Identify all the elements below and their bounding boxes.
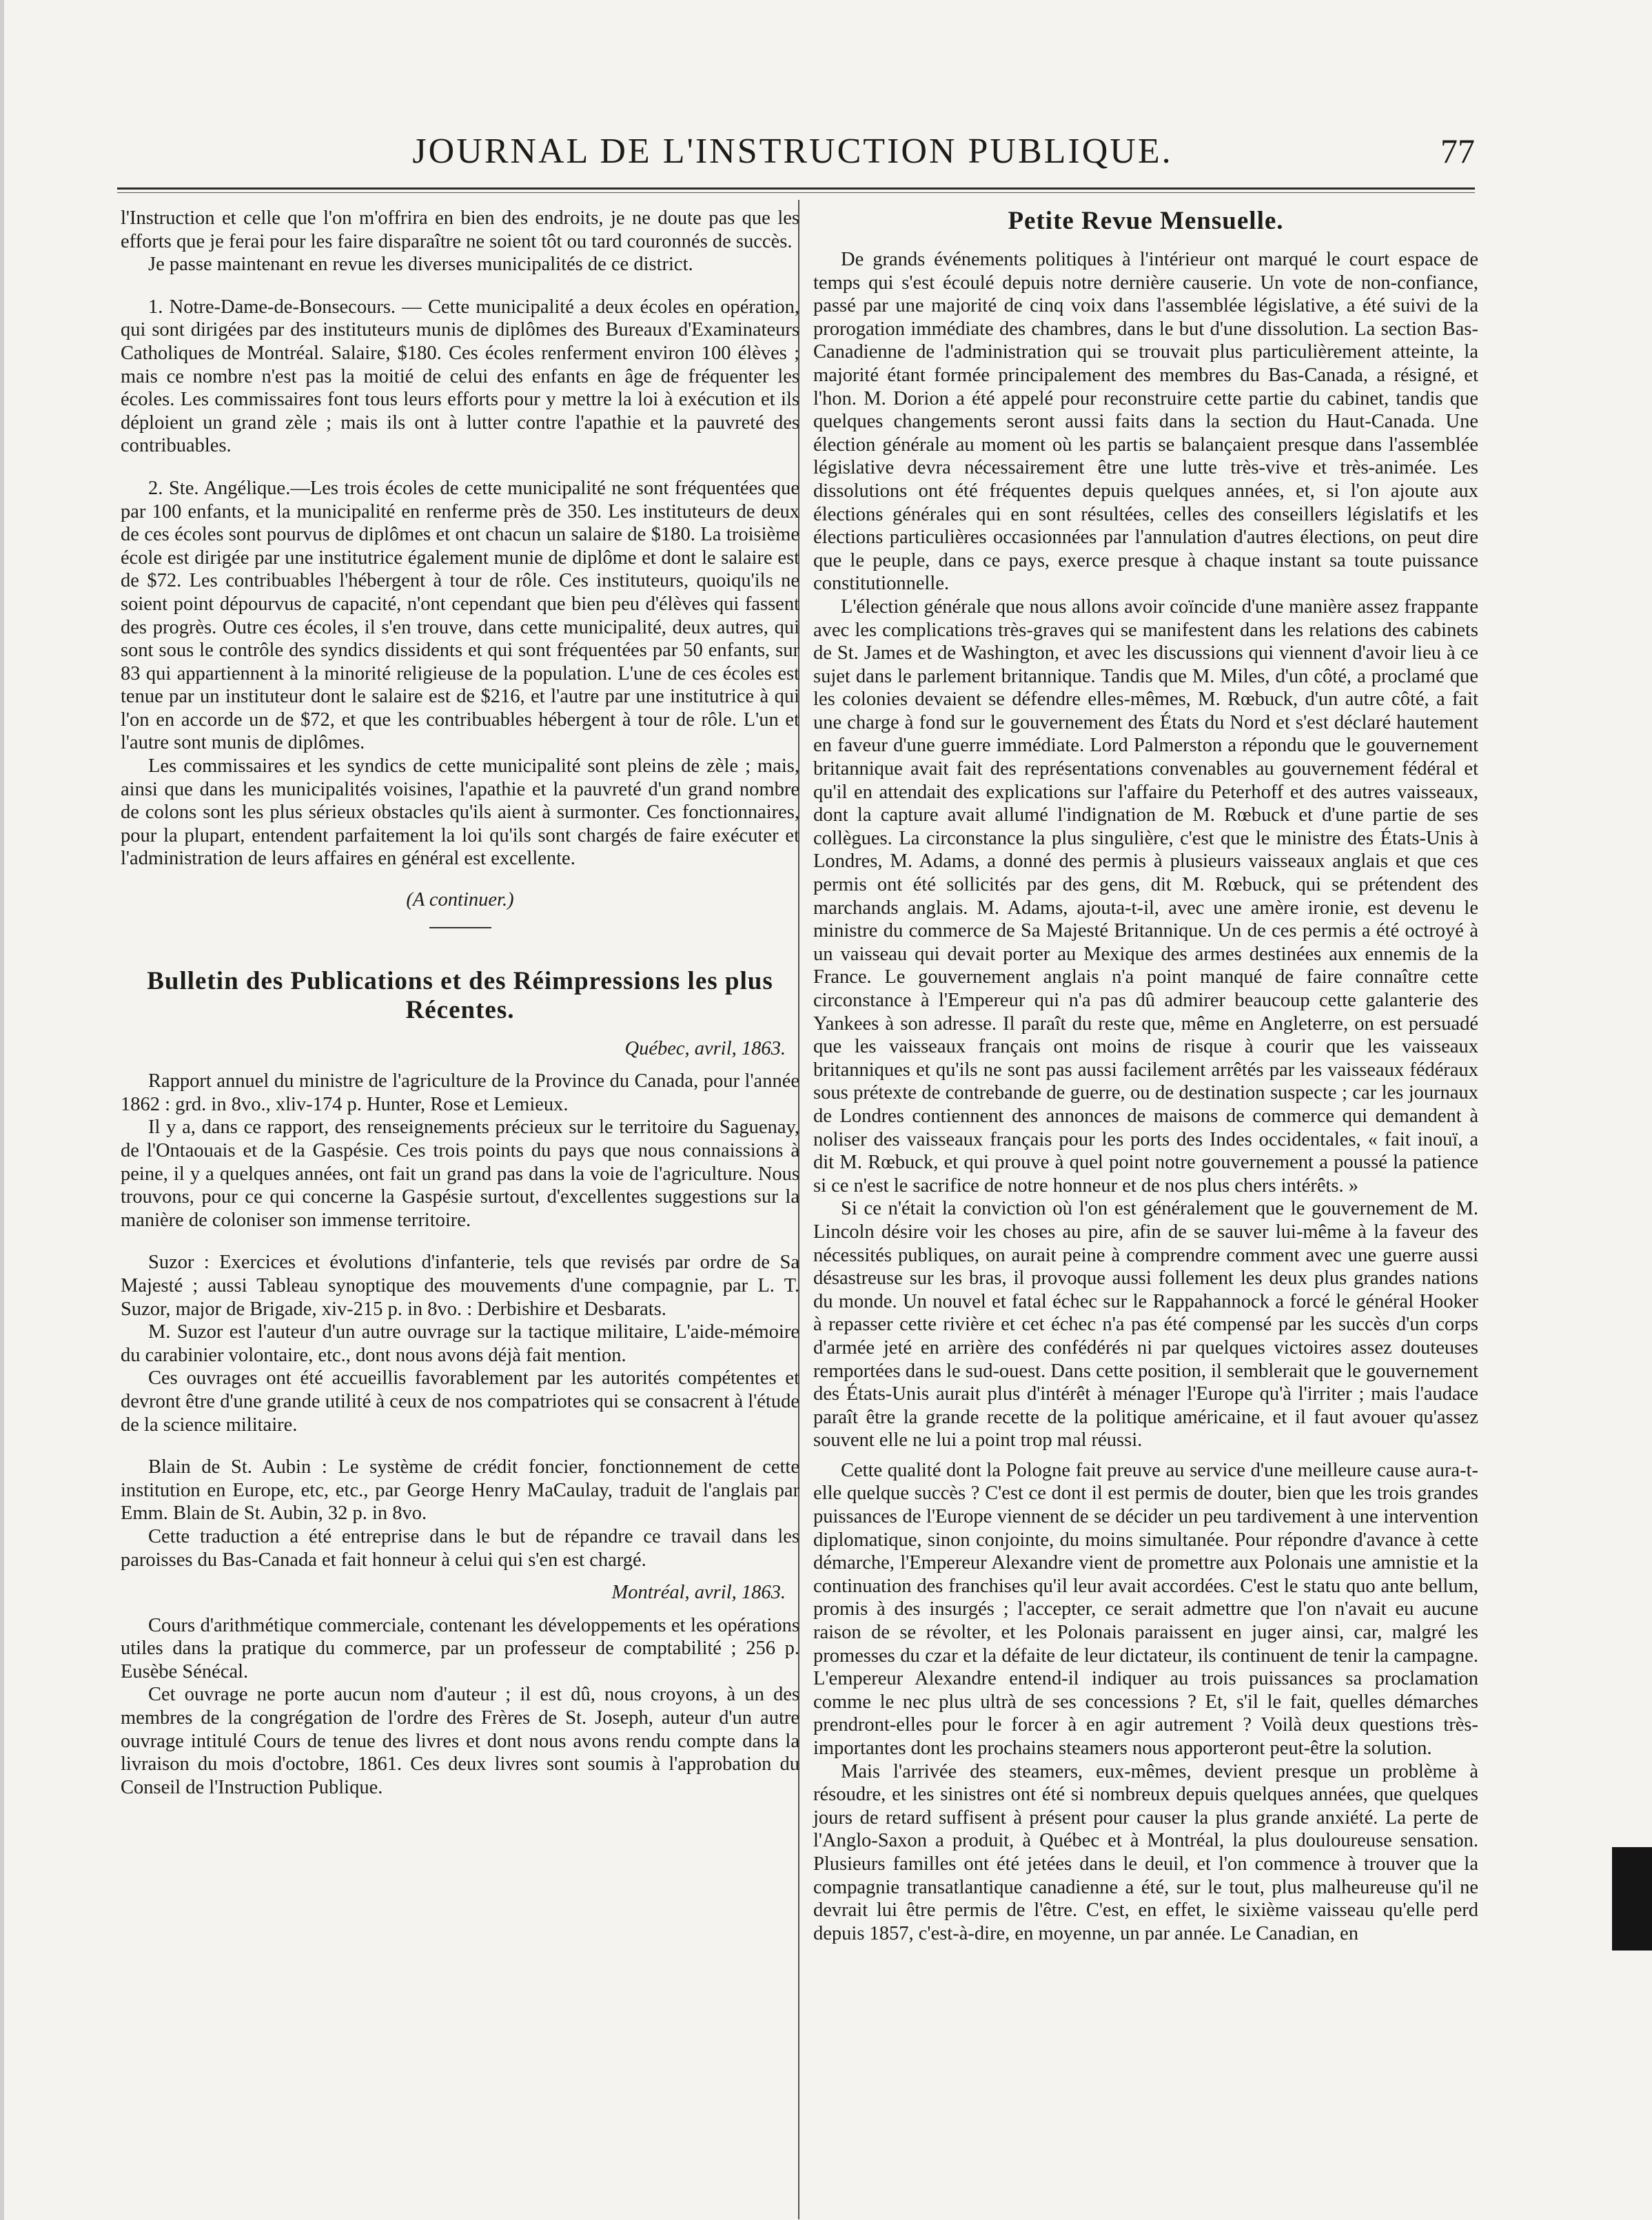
paragraph: Les commissaires et les syndics de cette municipalité sont pleins de zèle ; mais, ainsi que dans les municipalités voisines, l'apathie et la pauvreté d'un grand nombre de colons sont les plus sérieux obstacles qu'ils aient à surmonter. Ces fonctionnaires, pour la plupart, entendent parfaitement la loi qu'ils sont chargés de faire exécuter et l'administration de leurs affaires en général est excellente.	[121, 755, 799, 870]
paragraph: Cette qualité dont la Pologne fait preuve au service d'une meilleure cause aura-t-elle quelque succès ? C'est ce dont il est permis de douter, bien que les trois grandes puissances de l'Europe viennent de se décider un peu tardivement à une intervention diplomatique, sinon conjointe, du moins simultanée. Pour répondre d'avance à cette démarche, l'Empereur Alexandre vient de promettre aux Polonais une amnistie et la continuation des franchises qu'il leur avait accordées. C'est le statu quo ante bellum, promis à des insurgés ; l'accepter, ce serait admettre que l'on n'avait eu aucune raison de se révolter, et les Polonais paraissent en juger ainsi, car, malgré les promesses du czar et la défaite de leur dictateur, ils continuent de tenir la campagne. L'empereur Alexandre entend-il indiquer au trois puissances sa proclamation comme le nec plus ultrà de ses concessions ? Et, s'il le fait, quelles démarches prendront-elles pour le forcer à en agir autrement ? Voilà deux questions très-importantes dont les prochains steamers nous apporteront peut-être la solution.	[813, 1459, 1478, 1759]
paragraph: Il y a, dans ce rapport, des renseignements précieux sur le territoire du Saguenay, de l'Ontaouais et de la Gaspésie. Ces trois points du pays que nous connaissions à peine, il y a quelques années, ont fait un grand pas dans la voie de l'agriculture. Nous trouvons, pour ce qui concerne la Gaspésie surtout, d'excellentes suggestions sur la manière de coloniser son immense territoire.	[121, 1117, 799, 1231]
paragraph: 1. Notre-Dame-de-Bonsecours. — Cette municipalité a deux écoles en opération, qui sont dirigées par des instituteurs munis de diplômes des Bureaux d'Examinateurs Catholiques de Montréal. Salaire, $180. Ces écoles renferment environ 100 élèves ; mais ce nombre n'est pas la moitié de celui des enfants en âge de fréquenter les écoles. Les commissaires font tous leurs efforts pour y mettre la loi à exécution et ils déploient un grand zèle ; mais ils ont à lutter contre l'apathie et la pauvreté des contribuables.	[121, 296, 799, 457]
paragraph: Rapport annuel du ministre de l'agriculture de la Province du Canada, pour l'année 1862 : grd. in 8vo., xliv-174 p. Hunter, Rose et Lemieux.	[121, 1070, 799, 1115]
paragraph: Cours d'arithmétique commerciale, contenant les développements et les opérations utiles dans la pratique du commerce, par un professeur de comptabilité ; 256 p. Eusèbe Sénécal.	[121, 1614, 799, 1682]
paragraph: Je passe maintenant en revue les diverses municipalités de ce district.	[148, 254, 693, 276]
paragraph: Cette traduction a été entreprise dans le but de répandre ce travail dans les paroisses du Bas-Canada et fait honneur à celui qui s'en est chargé.	[121, 1525, 799, 1571]
paragraph: Blain de St. Aubin : Le système de crédit foncier, fonctionnement de cette institution en Europe, etc, etc., par George Henry MaCaulay, traduit de l'anglais par Emm. Blain de St. Aubin, 32 p. in 8vo.	[121, 1456, 799, 1525]
bulletin-heading: Bulletin des Publications et des Réimpressions les plus Récentes.	[147, 966, 773, 1024]
paragraph: Ces ouvrages ont été accueillis favorablement par les autorités compétentes et devront être d'une grande utilité à ceux de nos compatriotes qui se consacrent à l'étude de la science militaire.	[121, 1367, 799, 1436]
journal-title: JOURNAL DE L'INSTRUCTION PUBLIQUE.	[412, 132, 1173, 171]
dateline: Québec, avril, 1863.	[624, 1037, 786, 1059]
paragraph: 2. Ste. Angélique.—Les trois écoles de cette municipalité ne sont fréquentées que par 100 enfants, et la municipalité en renferme près de 350. Les instituteurs de deux de ces écoles sont pourvus de diplômes et ont chacun un salaire de $180. La troisième école est dirigée par une institutrice également munie de diplôme et dont le salaire est de $72. Les contribuables l'hébergent à tour de rôle. Ces instituteurs, quoiqu'ils ne soient point dépourvus de capacité, n'ont cependant que bien peu d'élèves qui fassent des progrès. Outre ces écoles, il s'en trouve, dans cette municipalité, deux autres, qui sont sous le contrôle des syndics dissidents et qui sont fréquentées par 50 enfants, sur 83 qui appartiennent à la minorité religieuse de la population. L'une de ces écoles est tenue par un instituteur dont le salaire est de $216, et l'autre par une institutrice à qui l'on en accorde un de $72, et que les contribuables hébergent à tour de rôle. L'un et l'autre sont munis de diplômes.	[121, 477, 799, 754]
paragraph: Cet ouvrage ne porte aucun nom d'auteur ; il est dû, nous croyons, à un des membres de la congrégation de l'ordre des Frères de St. Joseph, auteur d'un autre ouvrage intitulé Cours de tenue des livres et dont nous avons rendu compte dans la livraison du mois d'octobre, 1861. Ces deux livres sont soumis à l'approbation du Conseil de l'Instruction Publique.	[121, 1684, 799, 1798]
dateline: Montréal, avril, 1863.	[611, 1582, 786, 1604]
paragraph: l'Instruction et celle que l'on m'offrira en bien des endroits, je ne doute pas que les efforts que je ferai pour les faire disparaître ne soient tôt ou tard couronnés de succès.	[121, 207, 799, 252]
continuation-note: (A continuer.)	[406, 889, 514, 911]
separator	[429, 927, 491, 928]
paragraph: Suzor : Exercices et évolutions d'infanterie, tels que revisés par ordre de Sa Majesté ; aussi Tableau synoptique des mouvements d'une compagnie, par L. T. Suzor, major de Brigade, xiv-215 p. in 8vo. : Derbishire et Desbarats.	[121, 1252, 799, 1320]
paragraph: Si ce n'était la conviction où l'on est généralement que le gouvernement de M. Lincoln désire voir les choses au pire, afin de se sauver lui-même à la faveur des nécessités publiques, on aurait peine à comprendre comment avec une guerre aussi désastreuse sur les bras, il provoque aussi follement les deux plus grandes nations du monde. Un nouvel et fatal échec sur le Rappahannock a forcé le général Hooker à repasser cette rivière et cet échec n'a pas été compensé par les succès d'un corps d'armée jeté en arrière des confédérés ni par quelques victoires assez douteuses remportées dans le sud-ouest. Dans cette position, il semblerait que le gouvernement des États-Unis aurait plus d'intérêt à ménager l'Europe qu'à l'irriter ; mais l'audace paraît être la grande recette de la politique américaine, et il faut avouer qu'assez souvent elle ne lui a point trop mal réussi.	[813, 1198, 1478, 1452]
paragraph: De grands événements politiques à l'intérieur ont marqué le court espace de temps qui s'est écoulé depuis notre dernière causerie. Un vote de non-confiance, passé par une majorité de cinq voix dans l'assemblée législative, a été suivi de la prorogation immédiate des chambres, dans le but d'une dissolution. La section Bas-Canadienne de l'administration qui se trouvait plus particulièrement atteinte, la majorité étant formée principalement des membres du Bas-Canada, a résigné, et l'hon. M. Dorion a été appelé pour reconstruire cette partie du cabinet, tandis que quelques changements seront aussi faits dans la section du Haut-Canada. Une élection générale au moment où les partis se balançaient presque dans l'assemblée législative devra nécessairement être une lutte très-vive et très-animée. Les dissolutions ont été fréquentes depuis quelques années, et, si l'on ajoute aux élections générales qui en sont résultées, celles des conseillers législatifs et les élections particulières occasionnées par l'annulation d'autres élections, on peut dire que le peuple, dans ce pays, exerce presque à chaque instant sa toute puissance constitutionnelle.	[813, 249, 1478, 595]
left-column	[121, 207, 799, 1799]
right-column	[813, 207, 1478, 1945]
scan-edge	[0, 0, 4, 2220]
page-number: 77	[1440, 132, 1475, 170]
paragraph: L'élection générale que nous allons avoir coïncide d'une manière assez frappante avec les complications très-graves qui se manifestent dans les relations des cabinets de St. James et de Washington, et avec les discussions qui viennent d'avoir lieu à ce sujet dans le parlement britannique. Tandis que M. Miles, d'un côté, a proclamé que les colonies devaient se défendre elles-mêmes, M. Rœbuck, d'un autre côté, a fait une charge à fond sur le gouvernement des États du Nord et s'est déclaré hautement en faveur d'une guerre immédiate. Lord Palmerston a répondu que le gouvernement britannique avait fait des représentations convenables au gouvernement fédéral et qu'il en attendait des explications sur l'affaire du Peterhoff et des autres vaisseaux, dont la capture avait allumé l'indignation de M. Rœbuck et d'une partie de ses collègues. La circonstance la plus singulière, c'est que le ministre des États-Unis à Londres, M. Adams, a donné des permis à plusieurs vaisseaux anglais et que ces permis ont été sollicités par des gens, dit M. Rœbuck, qui se prétendent des marchands anglais. M. Adams, ajouta-t-il, avec une amère ironie, est devenu le ministre du commerce de Sa Majesté Britannique. Un de ces permis a été octroyé à un vaisseau qui devait porter au Mexique des armes destinées aux ennemis de la France. Le gouvernement anglais n'a point manqué de faire connaître cette circonstance à l'Empereur qui n'a pas dû admirer beaucoup cette galanterie des Yankees à son adresse. Il paraît du reste que, même en Angleterre, on est persuadé que les vaisseaux français ont moins de risque à courir que les vaisseaux britanniques et qu'ils ne sont pas aussi facilement arrêtés par les vaisseaux fédéraux sous prétexte de contrebande de guerre, ou de destination suspecte ; car les journaux de Londres contiennent des annonces de maisons de commerce qui demandent à noliser des vaisseaux français pour les ports des Indes occidentales, « fait inouï, a dit M. Rœbuck, et qui prouve à quel point notre gouvernement a poussé la patience si ce n'est le sacrifice de notre honneur et de nos plus chers intérêts. »	[813, 595, 1478, 1196]
paragraph: Mais l'arrivée des steamers, eux-mêmes, devient presque un problème à résoudre, et les sinistres ont été si nombreux depuis quelques années, que quelques jours de retard suffisent à présent pour causer la plus grande anxiété. La perte de l'Anglo-Saxon a produit, à Québec et à Montréal, la plus douloureuse sensation. Plusieurs familles ont été jetées dans le deuil, et l'on commence à trouver que la compagnie transatlantique canadienne a été, sur le tout, plus malheureuse qu'il ne devrait lui être permis de l'être. C'est, en effet, le sixième vaisseau qu'elle perd depuis 1857, c'est-à-dire, en moyenne, un par année. Le Canadian, en	[813, 1760, 1478, 1944]
page-header	[110, 131, 1475, 179]
revue-heading: Petite Revue Mensuelle.	[1008, 207, 1284, 235]
header-rule	[117, 187, 1475, 190]
paragraph: M. Suzor est l'auteur d'un autre ouvrage sur la tactique militaire, L'aide-mémoire du carabinier volontaire, etc., dont nous avons déjà fait mention.	[121, 1321, 799, 1366]
margin-tab	[1612, 1847, 1652, 1951]
header-rule-thin	[117, 192, 1475, 193]
